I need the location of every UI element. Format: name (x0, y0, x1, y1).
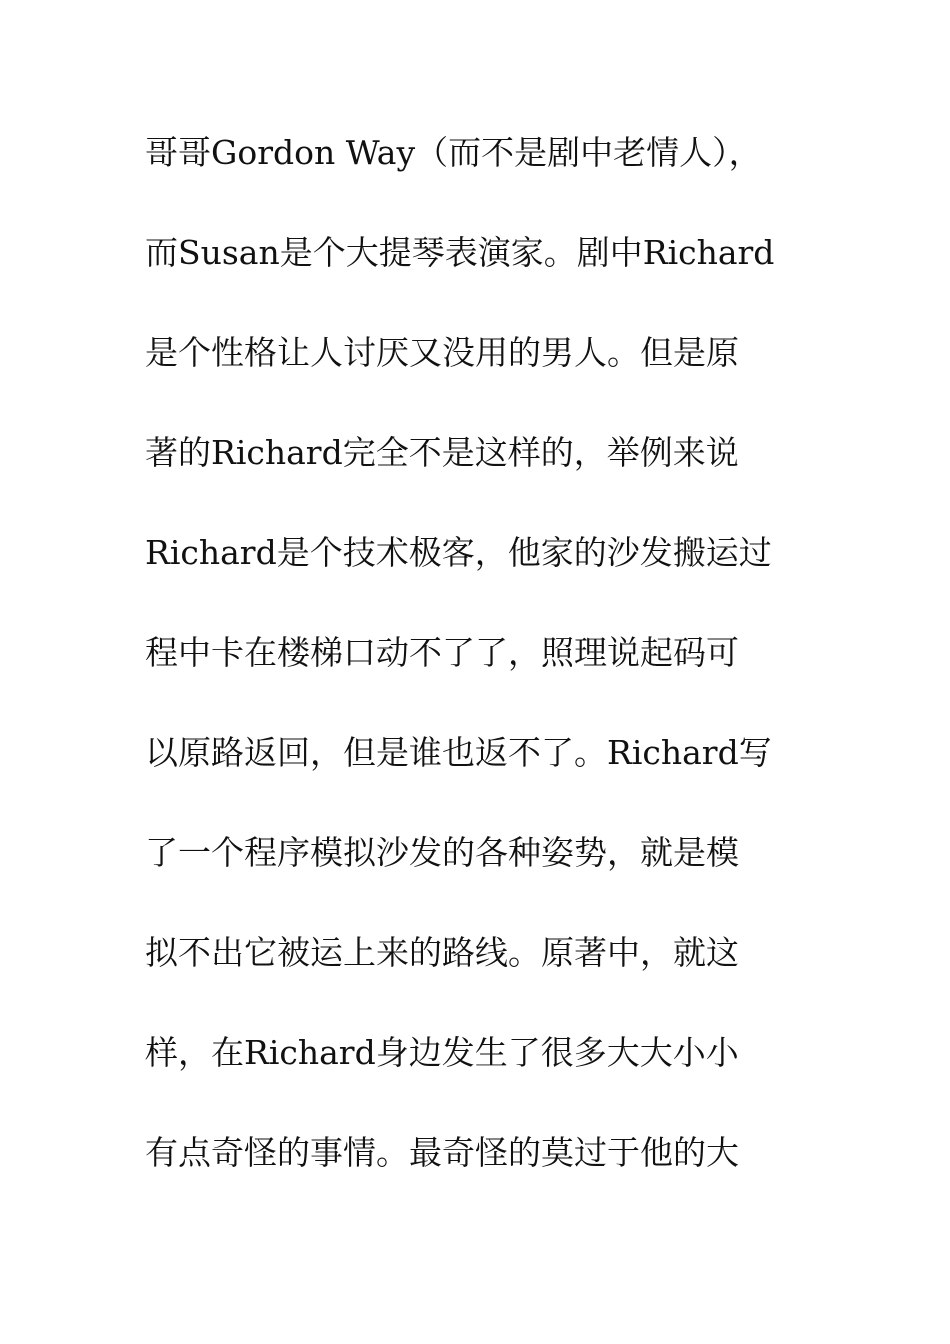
text-line: 著的Richard完全不是这样的，举例来说 (145, 433, 739, 472)
text-line: 以原路返回，但是谁也返不了。Richard写 (145, 733, 772, 772)
text-line: 拟不出它被运上来的路线。原著中，就这 (145, 933, 739, 972)
text-line: 是个性格让人讨厌又没用的男人。但是原 (145, 333, 739, 372)
text-line: 了一个程序模拟沙发的各种姿势，就是模 (145, 833, 739, 872)
text-line: 而Susan是个大提琴表演家。剧中Richard (145, 233, 775, 272)
text-line: 程中卡在楼梯口动不了了，照理说起码可 (145, 633, 739, 672)
body-text (145, 126, 825, 1226)
text-line: 样，在Richard身边发生了很多大大小小 (145, 1033, 739, 1072)
text-line: 哥哥Gordon Way（而不是剧中老情人）， (145, 133, 762, 172)
text-line: Richard是个技术极客，他家的沙发搬运过 (145, 533, 772, 572)
text-line: 有点奇怪的事情。最奇怪的莫过于他的大 (145, 1133, 739, 1172)
